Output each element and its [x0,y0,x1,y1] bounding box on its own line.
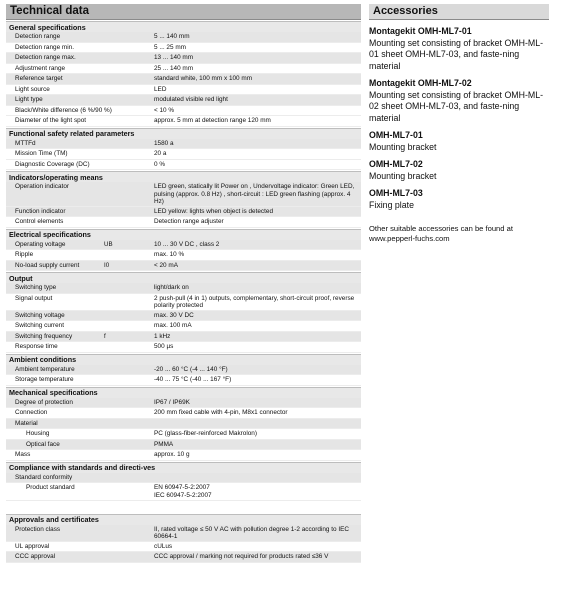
accessories-panel [369,4,549,243]
spec-label: CCC approval [15,553,56,561]
spec-label: Mission Time (TM) [15,150,68,157]
spec-row [6,64,361,75]
spec-label: Ripple [15,251,34,259]
spec-row [6,375,361,386]
spec-label: Switching frequency [15,332,73,340]
spec-label: MTTFd [15,139,36,147]
spec-label: Operation indicator [15,183,69,190]
spec-value: II, rated voltage ≤ 50 V AC with pollution degree 1-2 according to IEC 60664-1 [154,525,349,541]
spec-row [6,552,361,563]
spec-label: Control elements [15,218,64,226]
spec-label: Black/White difference (6 %/90 %) [15,106,112,114]
spec-label: Material [15,419,38,427]
section-title: Compliance with standards and directi-ves [6,462,361,473]
spec-value: CCC approval / marking not required for products rated ≤36 V [154,553,329,561]
spec-row [6,85,361,96]
spec-label: Light type [15,96,43,103]
spec-label: Diagnostic Coverage (DC) [15,160,90,168]
spec-row [6,182,361,207]
spec-row [6,240,361,251]
accessory-name: OMH-ML7-02 [369,159,423,169]
spec-label: Storage temperature [15,376,74,384]
spec-label: Switching current [15,322,65,330]
spec-value: -20 ... 60 °C (-4 ... 140 °F) [154,365,228,373]
spec-value: LED [154,85,167,93]
accessory-name: OMH-ML7-03 [369,188,423,198]
section-title: Indicators/operating means [6,171,361,182]
spec-label: Ambient temperature [15,365,75,373]
spec-value: 10 ... 30 V DC , class 2 [154,240,220,248]
spec-symbol: f [104,332,106,340]
spec-label: Connection [15,409,48,417]
spec-row [6,429,361,440]
spec-label: Detection range [15,33,61,40]
section-title: Ambient conditions [6,354,361,365]
spec-value: max. 10 % [154,251,185,259]
spec-row [6,483,361,500]
spec-label: Signal output [15,294,53,302]
accessory-item [369,78,549,124]
spec-value: LED yellow: lights when object is detected [154,207,274,215]
spec-row [6,74,361,85]
spec-label: Product standard [26,484,75,492]
spec-label: Detection range max. [15,54,76,61]
spec-symbol: I0 [104,261,110,269]
spec-label: Function indicator [15,207,66,215]
section-title: Electrical specifications [6,229,361,240]
spec-label: Light source [15,85,50,93]
accessory-item [369,188,549,211]
spec-value: < 20 mA [154,261,178,269]
spec-value [154,419,359,420]
spec-label: Optical face [26,440,60,448]
technical-data-heading: Technical data [6,4,361,20]
spec-row [6,250,361,261]
accessory-name: Montagekit OMH-ML7-02 [369,78,472,88]
spec-label: UL approval [15,542,50,550]
spec-value: Detection range adjuster [154,218,224,226]
spec-row [6,419,361,430]
spec-row [6,160,361,171]
spec-value: light/dark on [154,284,189,292]
spec-row [6,95,361,106]
spec-row [6,398,361,409]
spec-value: 1 kHz [154,332,171,340]
spec-sections [6,21,361,563]
spec-value: -40 ... 75 °C (-40 ... 167 °F) [154,376,232,384]
spec-value: max. 100 mA [154,322,192,330]
spec-label: Housing [26,430,50,438]
accessories-list [369,26,549,211]
section-title: Approvals and certificates [6,514,361,525]
spec-row [6,440,361,451]
spec-row [6,542,361,553]
spec-row [6,32,361,43]
spec-row [6,294,361,311]
spec-row [6,217,361,228]
spec-label: Standard conformity [15,473,73,481]
spec-value: standard white, 100 mm x 100 mm [154,75,253,82]
spec-label: Protection class [15,525,61,533]
accessories-note: Other suitable accessories can be found at www.pepperl-fuchs.com [369,224,513,243]
spec-value: IP67 / IP69K [154,398,190,406]
spec-value: 25 ... 140 mm [154,64,194,72]
spec-value: PMMA [154,440,174,448]
accessory-description: Mounting bracket [369,141,437,152]
spec-label: Mass [15,451,31,459]
spec-value: 5 ... 140 mm [154,33,190,40]
accessory-description: Mounting set consisting of bracket OMH-ML-01 sheet OMH-ML7-03, and faste-ning material [369,37,544,71]
spec-row [6,311,361,322]
spec-value: 500 µs [154,343,174,351]
spec-value: 20 a [154,150,167,157]
spec-row [6,332,361,343]
section-title: Mechanical specifications [6,387,361,398]
spec-label: Response time [15,343,58,351]
spec-label: Detection range min. [15,43,74,51]
spec-row [6,116,361,127]
section-title: Output [6,272,361,283]
technical-data-panel [6,4,361,563]
spec-value: approx. 10 g [154,451,190,459]
spec-row [6,408,361,419]
spec-value: modulated visible red light [154,96,228,103]
spec-row [6,342,361,353]
spec-label: No-load supply current [15,261,80,269]
spec-row [6,139,361,150]
accessory-name: OMH-ML7-01 [369,130,423,140]
spec-row [6,43,361,54]
accessory-item [369,159,549,182]
spec-label: Adjustment range [15,64,66,72]
spec-value: 200 mm fixed cable with 4-pin, M8x1 connector [154,409,288,417]
spec-value: < 10 % [154,106,175,114]
spec-label: Operating voltage [15,240,66,248]
spec-row [6,106,361,117]
spec-label: Reference target [15,75,63,82]
spec-value: 13 ... 140 mm [154,54,194,61]
spec-value: 0 % [154,160,166,168]
spec-row [6,450,361,461]
spec-value: max. 30 V DC [154,311,194,319]
spec-label: Switching voltage [15,311,65,319]
spec-row [6,321,361,332]
spec-row [6,365,361,376]
spec-value: 1580 a [154,139,174,147]
accessories-heading: Accessories [369,4,549,20]
spec-value [154,473,359,474]
spec-value: 5 ... 25 mm [154,43,186,51]
spec-symbol: UB [104,240,113,248]
spec-value: PC (glass-fiber-reinforced Makrolon) [154,430,257,438]
section-gap [6,501,361,513]
spec-row [6,53,361,64]
spec-row [6,473,361,484]
spec-row [6,525,361,542]
spec-row [6,149,361,160]
spec-value: approx. 5 mm at detection range 120 mm [154,117,271,124]
spec-value: cULus [154,542,173,550]
spec-value: LED green, statically lit Power on , Undervoltage indicator: Green LED, pulsing (approx. 0.8 Hz) , short-circuit : LED green flashing (approx. 4 Hz) [154,183,355,206]
spec-value: EN 60947-5-2:2007 IEC 60947-5-2:2007 [154,484,212,500]
spec-row [6,283,361,294]
accessory-description: Fixing plate [369,199,414,210]
spec-row [6,261,361,272]
accessory-item [369,26,549,72]
spec-label: Degree of protection [15,398,73,406]
spec-value: 2 push-pull (4 in 1) outputs, complementary, short-circuit proof, reverse polarity protected [154,294,355,310]
section-title: Functional safety related parameters [6,128,361,139]
accessory-item [369,130,549,153]
accessory-name: Montagekit OMH-ML7-01 [369,26,472,36]
spec-label: Diameter of the light spot [15,117,87,124]
spec-row [6,207,361,218]
section-title: General specifications [6,21,361,32]
accessory-description: Mounting set consisting of bracket OMH-ML-02 sheet OMH-ML7-03, and faste-ning material [369,89,544,123]
accessory-description: Mounting bracket [369,170,437,181]
spec-label: Switching type [15,284,57,292]
